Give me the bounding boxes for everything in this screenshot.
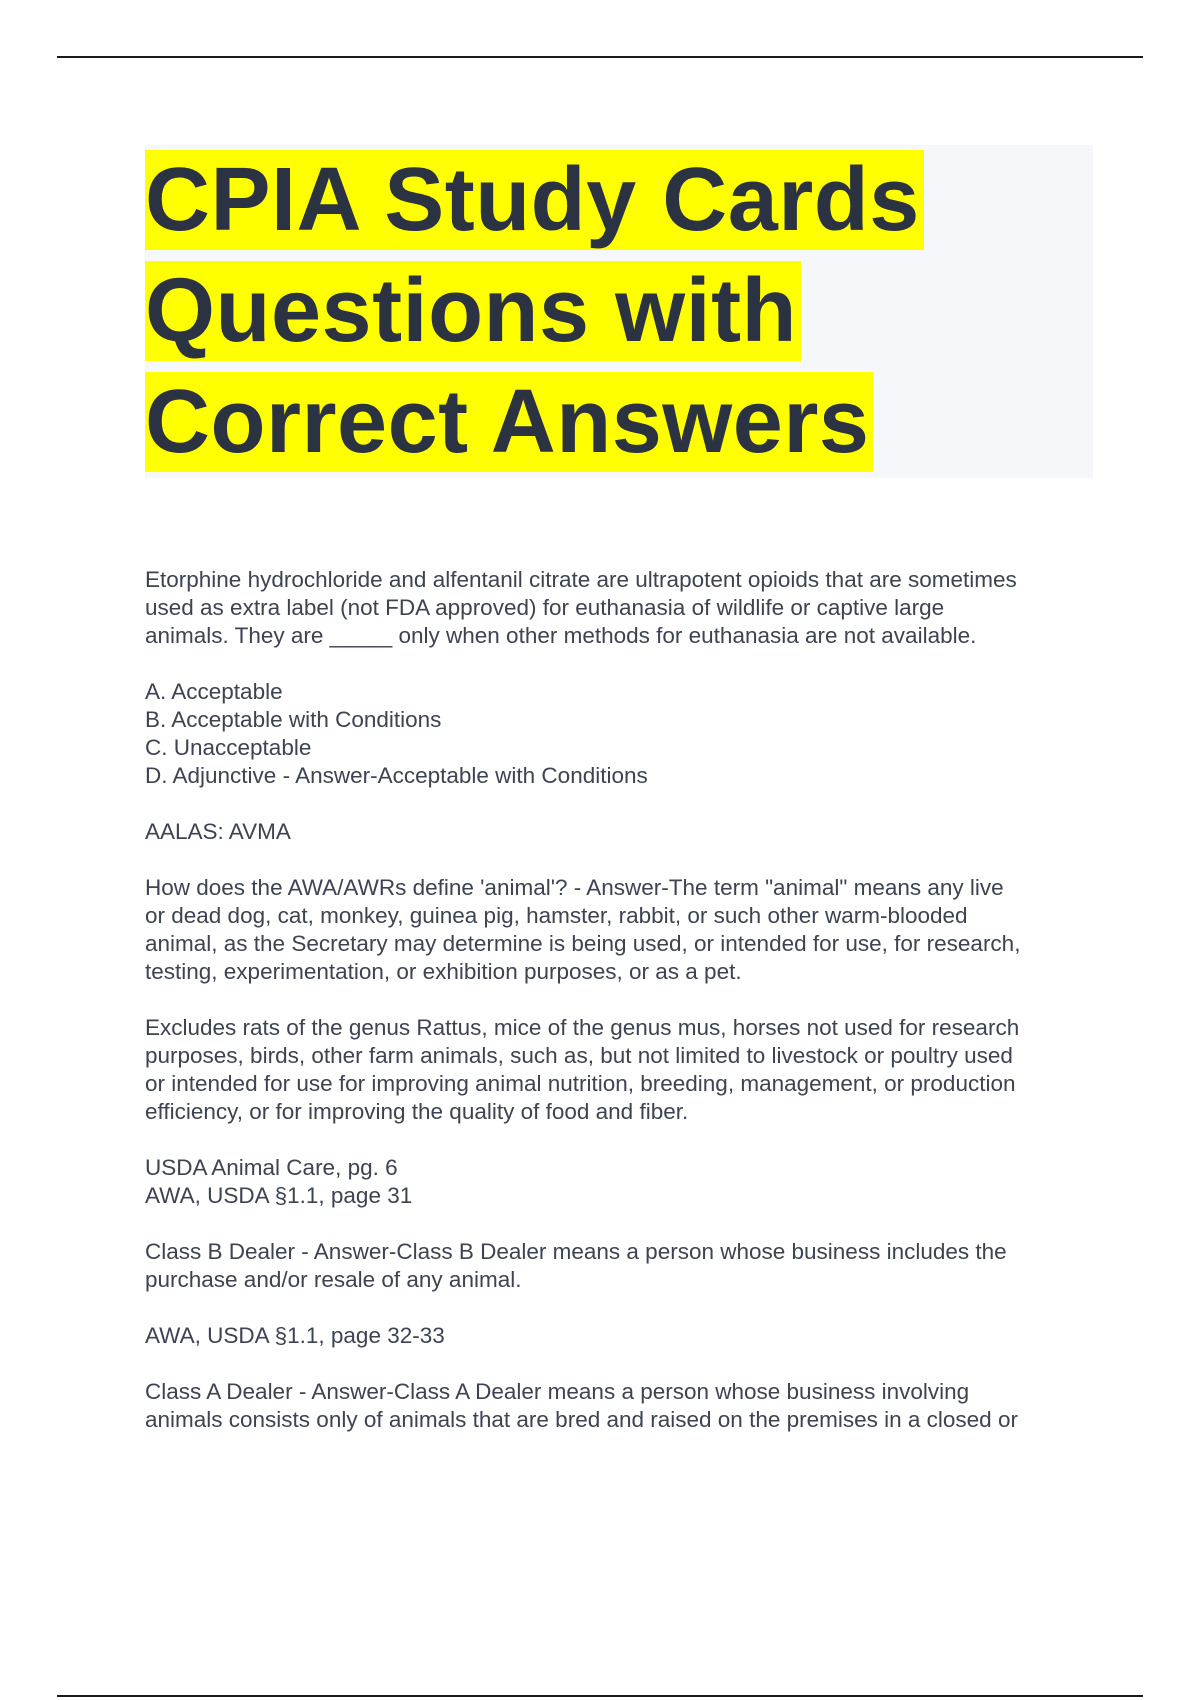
question-class-b-dealer: Class B Dealer - Answer-Class B Dealer means a person whose business includes the purchase and/or resale of any animal. — [145, 1239, 1007, 1292]
top-rule — [57, 56, 1143, 58]
question-class-a-dealer: Class A Dealer - Answer-Class A Dealer means a person whose business involving animals consists only of animals that are bred and raised on the premises in a closed or — [145, 1379, 1018, 1432]
source-reference: AWA, USDA §1.1, page 32-33 — [145, 1323, 445, 1348]
title-line-1: CPIA Study Cards — [145, 145, 1093, 256]
answer-choices: A. Acceptable B. Acceptable with Conditions C. Unacceptable D. Adjunctive - Answer-Acceptable with Conditions — [145, 679, 648, 788]
document-title — [145, 145, 1093, 478]
question-euthanasia-opioids: Etorphine hydrochloride and alfentanil citrate are ultrapotent opioids that are sometimes used as extra label (not FDA approved) for euthanasia of wildlife or captive large animals. They are _____ only when other methods for euthanasia are not available. — [145, 567, 1017, 648]
source-reference: USDA Animal Care, pg. 6 AWA, USDA §1.1, page 31 — [145, 1155, 413, 1208]
question-animal-definition: How does the AWA/AWRs define 'animal'? - Answer-The term "animal" means any live or dead dog, cat, monkey, guinea pig, hamster, rabbit, or such other warm-blooded animal, as the Secretary may determine is being used, or intended for use, for research, testing, experimentation, or exhibition purposes, or as a pet. — [145, 875, 1021, 984]
source-reference: AALAS: AVMA — [145, 819, 291, 844]
title-line-3: Correct Answers — [145, 367, 1093, 478]
document-body — [145, 566, 1093, 1434]
animal-definition-exclusions: Excludes rats of the genus Rattus, mice of the genus mus, horses not used for research purposes, birds, other farm animals, such as, but not limited to livestock or poultry used or intended for use for improving animal nutrition, breeding, management, or production efficiency, or for improving the quality of food and fiber. — [145, 1015, 1020, 1124]
document-content — [145, 145, 1093, 1462]
bottom-rule — [57, 1695, 1143, 1697]
title-line-2: Questions with — [145, 256, 1093, 367]
